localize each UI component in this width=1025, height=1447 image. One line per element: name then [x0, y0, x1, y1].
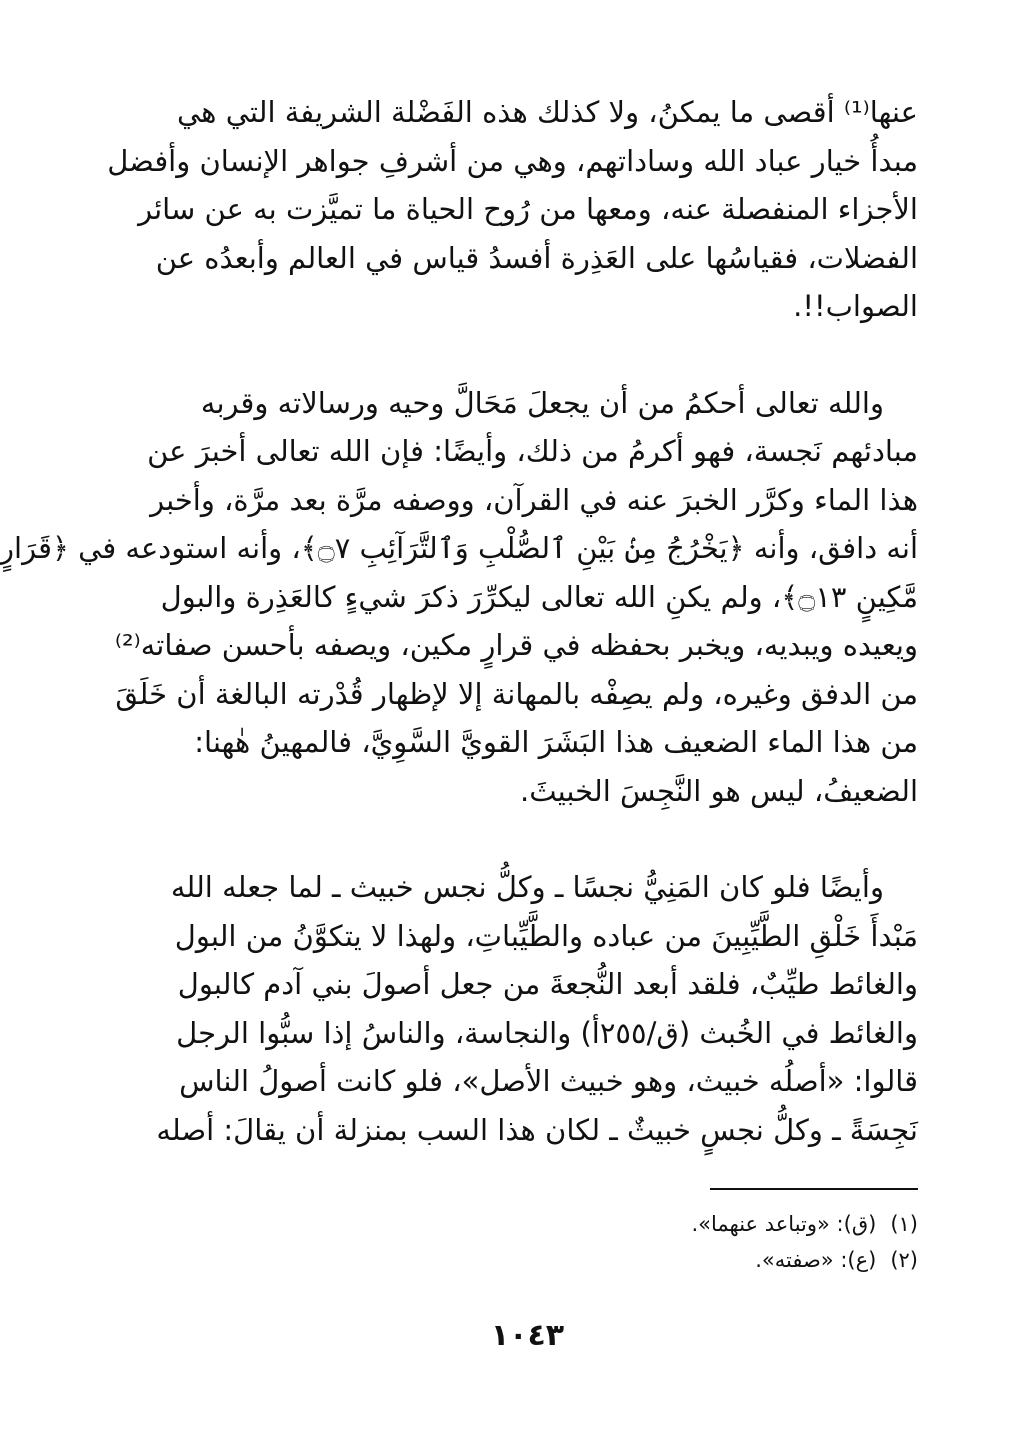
- paragraph-2: [0, 379, 918, 816]
- paragraph-3: [138, 863, 918, 1154]
- text-line: والغائط طيِّبٌ، فلقد أبعد النُّجعةَ من جعل أصولَ بني آدم كالبول: [177, 967, 918, 1001]
- footnote-text: (ع): «صفته».: [755, 1248, 877, 1272]
- text-line: مبدأُ خيار عباد الله وساداتهم، وهي من أشرفِ جواهر الإنسان وأفضل: [107, 143, 918, 178]
- footnote-number: (١): [890, 1212, 918, 1236]
- text-line: مبادئهم نَجسة، فهو أكرمُ من ذلك، وأيضًا: فإن الله تعالى أخبرَ عن: [147, 434, 918, 468]
- text-line: نَجِسَةً ـ وكلُّ نجسٍ خبيثٌ ـ لكان هذا السب بمنزلة أن يقالَ: أصله: [156, 1112, 918, 1147]
- text-line: ويعيده ويبديه، ويخبر بحفظه في قرارٍ مكين، ويصفه بأحسن صفاته⁽²⁾: [114, 628, 918, 662]
- text-line: والغائط في الخُبث (ق/٢٥٥أ) والنجاسة، والناسُ إذا سبُّوا الرجل: [176, 1015, 918, 1050]
- text-line: الضعيفُ، ليس هو النَّجِسَ الخبيثَ.: [519, 773, 918, 808]
- text-line: مَبْدأَ خَلْقِ الطَّيِّبِينَ من عباده والطَّيِّباتِ، ولهذا لا يتكوَّنُ من البول: [174, 918, 918, 953]
- text-line: أنه دافق، وأنه ﴿يَخْرُجُ مِنۢ بَيْنِ ٱلصُّلْبِ وَٱلتَّرَآئِبِ ۝٧﴾، وأنه استودعه في ﴿قَرَارٍ: [0, 531, 918, 565]
- text-line: الفضلات، فقياسُها على العَذِرة أفسدُ قياس في العالم وأبعدُه عن: [155, 240, 918, 275]
- text-line: مَّكِينٍ ۝١٣﴾، ولم يكنِ الله تعالى ليكرِّرَ ذكرَ شيءٍ كالعَذِرة والبول: [160, 579, 918, 614]
- text-line: قالوا: «أصلُه خبيث، وهو خبيث الأصل»، فلو كانت أصولُ الناس: [179, 1064, 918, 1098]
- footnote-divider: [710, 1188, 918, 1190]
- text-line: الصواب!!.: [793, 289, 918, 323]
- text-line: هذا الماء وكرَّر الخبرَ عنه في القرآن، ووصفه مرَّة بعد مرَّة، وأخبر: [150, 482, 918, 517]
- text-line: عنها⁽¹⁾ أقصى ما يمكنُ، ولا كذلك هذه الفَضْلة الشريفة التي هي: [177, 95, 918, 129]
- footnote-2: [318, 1242, 918, 1278]
- page-body: [0, 88, 918, 1154]
- footnote-number: (٢): [890, 1248, 918, 1272]
- footnotes: [318, 1206, 918, 1278]
- text-line: من الدفق وغيره، ولم يصِفْه بالمهانة إلا لإظهار قُدْرته البالغة أن خَلَقَ: [115, 676, 918, 711]
- text-line: وأيضًا فلو كان المَنِيُّ نجسًا ـ وكلُّ نجس خبيث ـ لما جعله الله: [170, 870, 884, 904]
- footnote-text: (ق): «وتباعد عنهما».: [691, 1212, 877, 1236]
- footnote-1: [318, 1206, 918, 1242]
- page-number: ١٠٤٣: [490, 1318, 565, 1353]
- text-line: الأجزاء المنفصلة عنه، ومعها من رُوح الحياة ما تميَّزت به عن سائر: [138, 192, 918, 226]
- text-line: من هذا الماء الضعيف هذا البَشَرَ القويَّ السَّوِيَّ، فالمهينُ هٰهنا:: [194, 725, 918, 759]
- text-line: والله تعالى أحكمُ من أن يجعلَ مَحَالَّ وحيه ورسالاته وقربه: [200, 385, 884, 420]
- paragraph-1: [107, 88, 918, 331]
